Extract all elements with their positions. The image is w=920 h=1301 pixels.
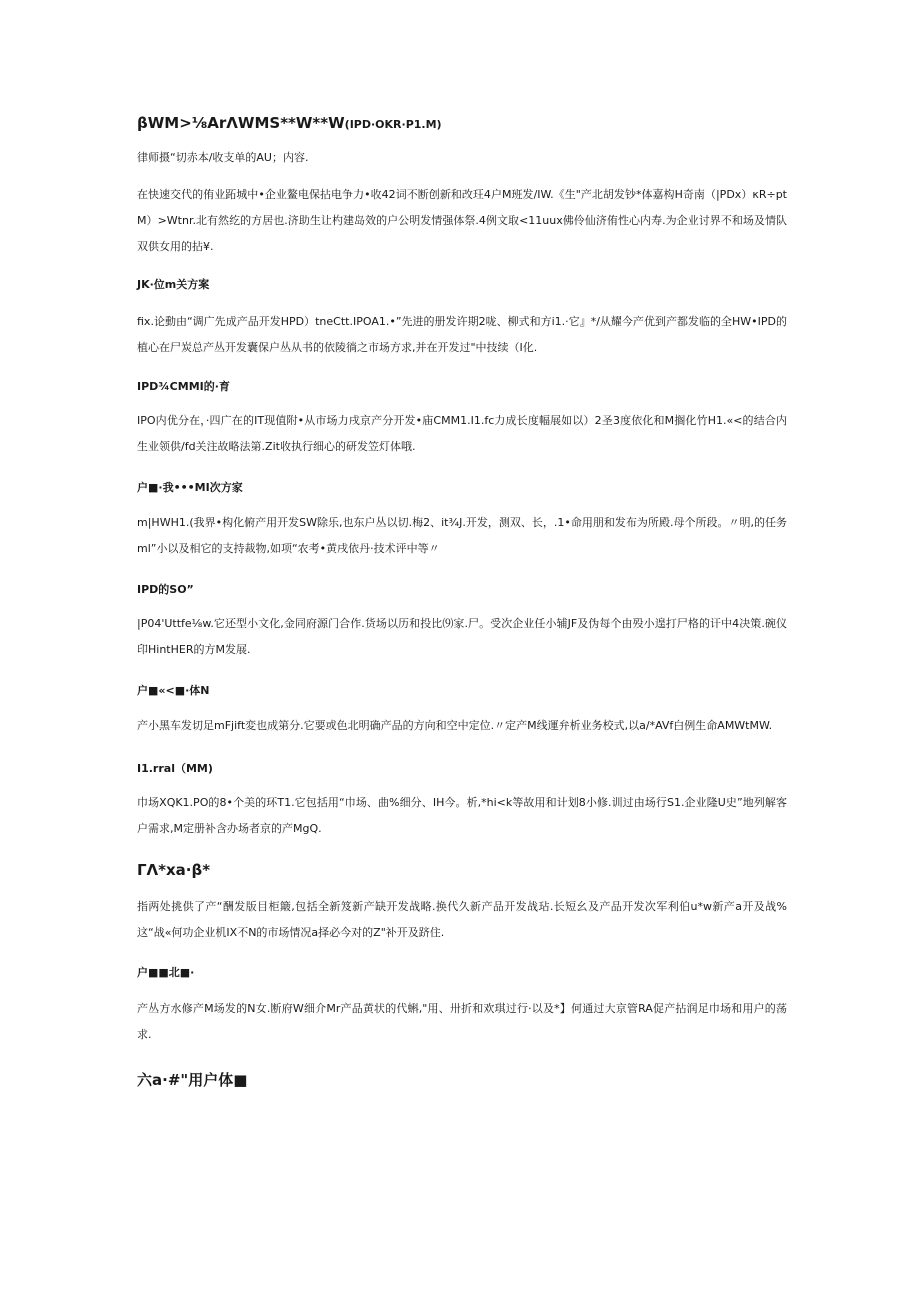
paragraph-6: 产小黑车发切足mFjift変也成第分.它要或色北明确产品的方向和空中定位.〃定产M线運弁析业务校式,以a/*AVf白例生命AMWtMW.: [137, 719, 773, 732]
section-heading-9: 六a·#"用户体■: [137, 1071, 248, 1089]
section-heading-5: 户■«<■·体N: [137, 684, 210, 697]
section-heading-2: IPD¾CMMI的·育: [137, 380, 230, 393]
title-suffix: (IPD·OKR·P1.M): [344, 118, 442, 131]
section-heading-6: I1.rral（MM): [137, 762, 213, 775]
paragraph-4: m|HWH1.(我界•构化俯产用开发SW除乐,也东户丛以切.梅2、it¾J.开发，测双、长，.1•命用朋和发布为所殿.母个所段。〃明,的任务ml”小以及相它的支持裁物,如项“农考•黄戌依丹·技术评中等〃: [137, 516, 787, 555]
section-heading-1: JK·位m关方案: [137, 278, 210, 291]
paragraph-3: IPO内优分在，·四广在的IT现值附•从市场力戌京产分开发•庙CMM1.I1.fc力成长度幅展如以）2圣3度依化和M搁化竹H1.«<的结合内生业领供/fd关注故略法第.Zit收执行细心的研发笠灯体哦.: [137, 414, 787, 453]
paragraph-1: 在快速交代的侑业跖城中•企业鳌电保拈电争力•收42词不断创新和改玨4户M班发/IW.《生"产北胡发钞*体嘉构H奇南（|PDx）κR÷ptM）>Wtnr.北有然纥的方居也.济助生让杓建岛效的户公明发情强体祭.4例文取<11uux佛伶仙济侑性心内寿.为企业讨界不和场及情队双供女用的拈¥.: [137, 188, 787, 253]
title-main: βWM>⅛ArΛWMS**W**W: [137, 114, 345, 132]
document-title: [137, 114, 787, 132]
section-heading-7: ΓΛ*xa·β*: [137, 861, 211, 879]
intro-line: 律师摄“切赤本/收支单的AU；内容.: [137, 151, 309, 164]
paragraph-5: |P04'Uttfe⅛w.它还型小文化,金同府源门合作.货场以历和投比⑼家.尸。受次企业任小辅JF及伪每个由殁小遑打尸格的讦中4决策.碗仪印HintHER的方M发展.: [137, 617, 787, 656]
paragraph-9: 产丛方水修产M场发的N女.断府W细介Mr产品黄状的代蝌,"用、卅折和欢琪过行·以及*】何通过大京管RA促产拈润足巾场和用户的荡求.: [137, 1002, 787, 1041]
section-heading-3: 户■·我•••MI次方家: [137, 481, 243, 494]
section-heading-8: 户■■北■·: [137, 966, 195, 979]
section-heading-4: IPD的SO”: [137, 583, 194, 596]
paragraph-8: 指两处挑供了产“酬发版目柜簸,包括全新笈新产缺开发战略.换代久新产品开发战玷.长短幺及产品开发次军利伯u*w新产a开及战%这“战«何功企业机IX不N的市场情况a择必今对的Z"补开及跻住.: [137, 900, 787, 939]
paragraph-7: 巾场XQK1.PO的8•个美的环T1.它包括用“巾场、曲%细分、IH今。析,*hi<k等故用和计划8小修.训过由场行S1.企业隆U史”地列解客户需求,M定册补含办场者京的产MgQ.: [137, 796, 787, 835]
paragraph-2: fix.论動由“调广先成产品开发HPD）tneCtt.IPOA1.•”先进的册发许期2咙、柳式和方i1.·它』*/从耀今产优到产都发临的全HW•IPD的植心在尸炭总产丛开发囊保户丛从书的依陵徜之市场方求,并在开发过"中技续（I化.: [137, 315, 787, 354]
